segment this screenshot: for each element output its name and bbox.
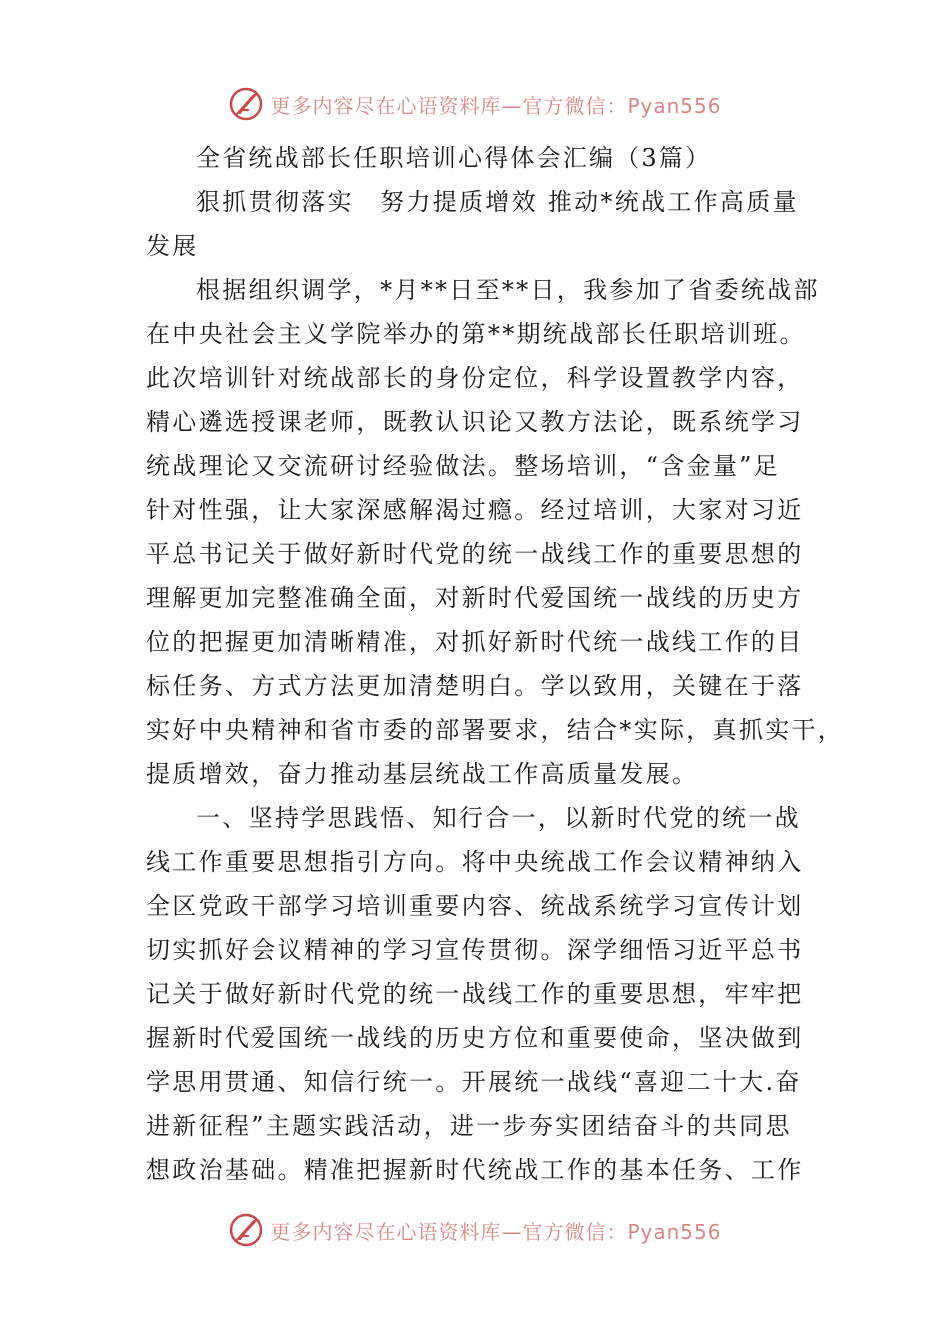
text-line: 想政治基础。精准把握新时代统战工作的基本任务、工作 [146,1156,804,1184]
text-line: 进新征程”主题实践活动，进一步夯实团结奋斗的共同思 [146,1112,792,1140]
text-line: 针对性强，让大家深感解渴过瘾。经过培训，大家对习近 [146,496,804,524]
text-line: 握新时代爱国统一战线的历史方位和重要使命，坚决做到 [146,1024,804,1052]
text-line: 提质增效，奋力推动基层统战工作高质量发展。 [146,760,699,788]
paragraph-1 [146,268,845,796]
watermark-text: 更多内容尽在心语资料库—官方微信：Pyan556 [270,1219,722,1244]
subtitle-line: 发展 [146,232,199,260]
watermark-text: 更多内容尽在心语资料库—官方微信：Pyan556 [270,93,722,118]
text-line: 记关于做好新时代党的统一战线工作的重要思想，牢牢把 [146,980,804,1008]
text-line: 统战理论又交流研讨经验做法。整场培训，“含金量”足 [146,452,781,480]
text-line: 理解更加完整准确全面，对新时代爱国统一战线的历史方 [146,584,804,612]
text-line: 一、坚持学思践悟、知行合一，以新时代党的统一战 [196,804,801,832]
document-title: 全省统战部长任职培训心得体会汇编（3篇） [196,144,712,172]
text-line: 学思用贯通、知信行统一。开展统一战线“喜迎二十大.奋 [146,1068,802,1096]
text-line: 根据组织调学，*月**日至**日，我参加了省委统战部 [196,276,820,304]
text-line: 精心遴选授课老师，既教认识论又教方法论，既系统学习 [146,408,804,436]
text-line: 实好中央精神和省市委的部署要求，结合*实际，真抓实干， [146,716,845,744]
text-line: 位的把握更加清晰精准，对抓好新时代统一战线工作的目 [146,628,804,656]
watermark-footer [0,1208,950,1252]
watermark-header [0,82,950,126]
text-line: 在中央社会主义学院举办的第**期统战部长任职培训班。 [146,320,806,348]
paragraph-2 [146,796,810,1192]
text-line: 此次培训针对统战部长的身份定位，科学设置教学内容， [146,364,804,392]
text-line: 切实抓好会议精神的学习宣传贯彻。深学细悟习近平总书 [146,936,804,964]
quill-logo-icon [228,1212,264,1248]
document-body [146,136,845,1192]
text-line: 全区党政干部学习培训重要内容、统战系统学习宣传计划 [146,892,804,920]
text-line: 线工作重要思想指引方向。将中央统战工作会议精神纳入 [146,848,804,876]
text-line: 标任务、方式方法更加清楚明白。学以致用，关键在于落 [146,672,804,700]
subtitle-line: 狠抓贯彻落实 努力提质增效 推动*统战工作高质量 [196,188,799,216]
quill-logo-icon [228,86,264,122]
text-line: 平总书记关于做好新时代党的统一战线工作的重要思想的 [146,540,804,568]
